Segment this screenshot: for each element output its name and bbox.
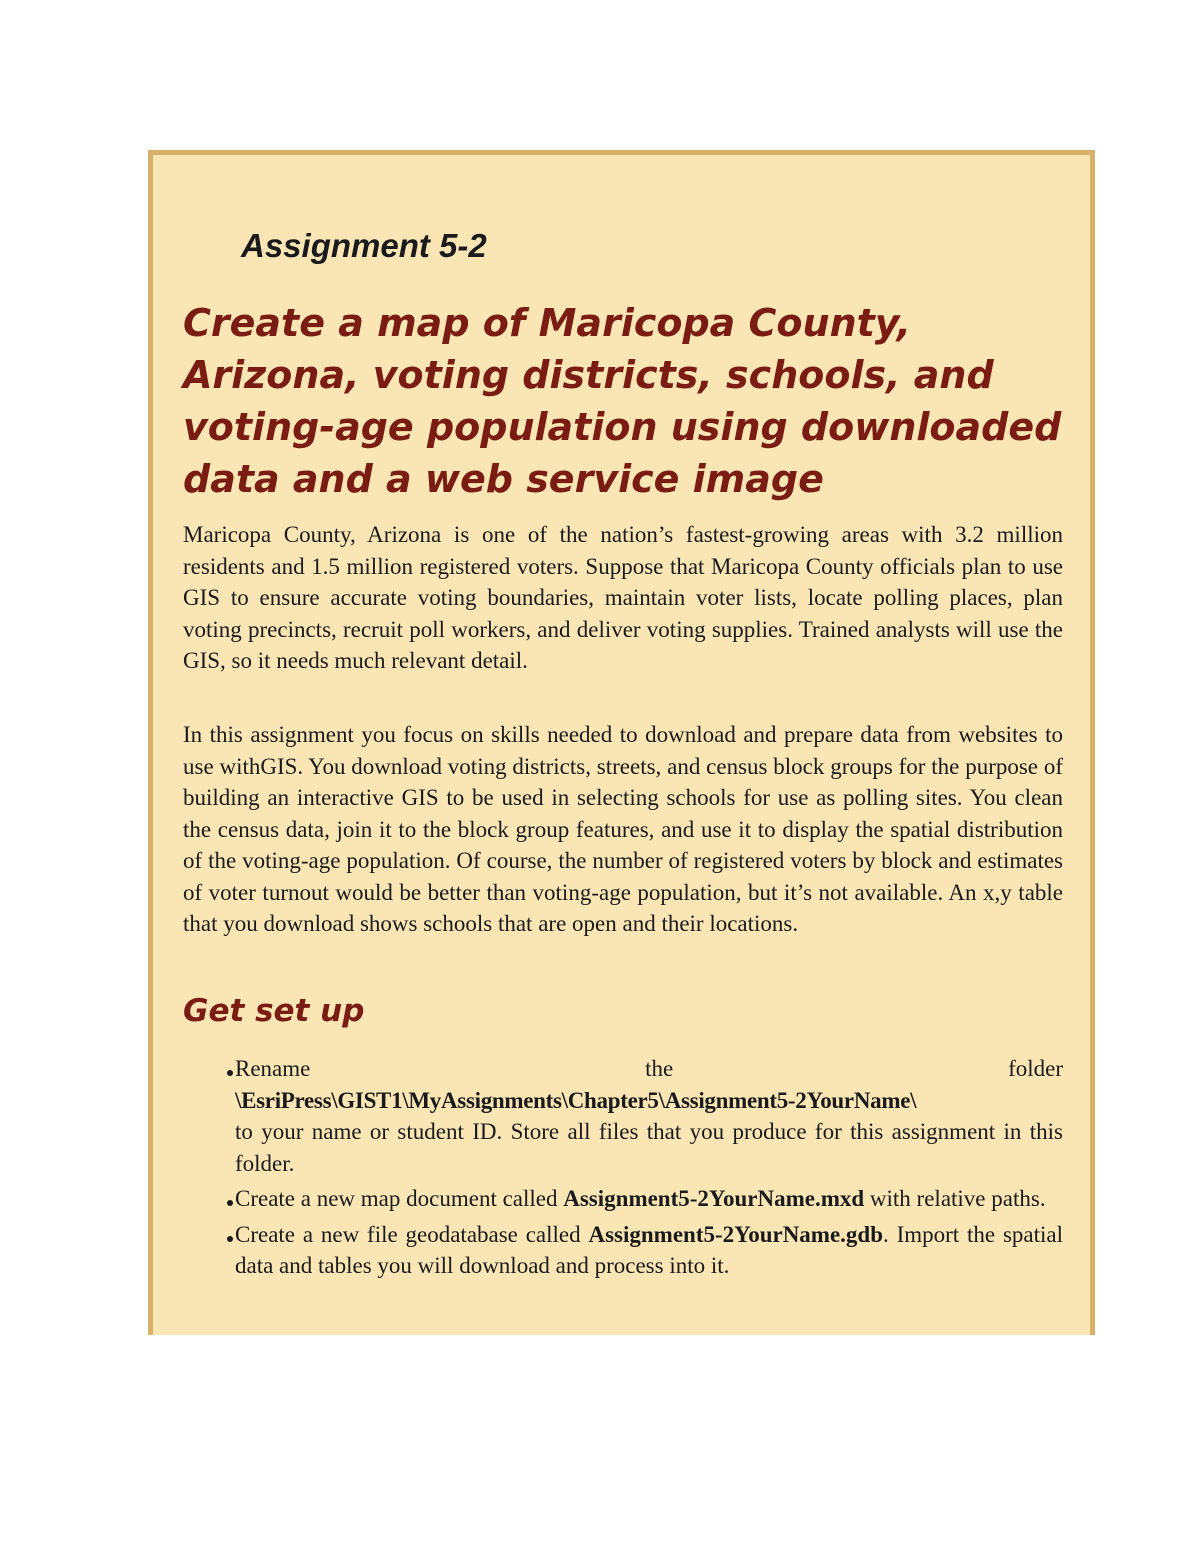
map-doc-text-post: with relative paths.	[864, 1186, 1046, 1211]
assignment-panel	[148, 150, 1095, 1335]
bullet-icon	[227, 1070, 233, 1076]
list-item-create-map-document	[235, 1183, 1063, 1215]
folder-path: \EsriPress\GIST1\MyAssignments\Chapter5\Assignment5-2YourName\	[235, 1087, 917, 1113]
rename-line	[235, 1053, 1063, 1085]
intro-paragraph: Maricopa County, Arizona is one of the nation’s fastest-growing areas with 3.2 million residents and 1.5 million registered voters. Suppose that Maricopa County officials plan to use GIS to ensure accurate voting boundaries, maintain voter lists, locate polling places, plan voting precincts, recruit poll workers, and deliver voting supplies. Trained analysts will use the GIS, so it needs much relevant detail.	[183, 522, 1063, 673]
the-word: the	[645, 1056, 674, 1081]
setup-list	[235, 1053, 1063, 1286]
assignment-paragraph: In this assignment you focus on skills needed to download and prepare data from websites to use withGIS. You download voting districts, streets, and census block groups for the purpose of building an interactive GIS to be used in selecting schools for use as polling sites. You clean the census data, join it to the block group features, and use it to display the spatial distribution of the voting-age population. Of course, the number of registered voters by block and estimates of voter turnout would be better than voting-age population, but it’s not available. An x,y table that you download shows schools that are open and their locations.	[183, 722, 1063, 936]
list-item-create-geodatabase	[235, 1219, 1063, 1282]
folder-word: folder	[1008, 1056, 1063, 1081]
gdb-text-post: . Import the spatial data and tables you will download and process into it.	[235, 1221, 1063, 1278]
map-doc-text-pre: Create a new map document called	[235, 1186, 564, 1211]
rename-instructions: to your name or student ID. Store all files that you produce for this assignment in this folder.	[235, 1119, 1063, 1176]
assignment-title: Create a map of Maricopa County, Arizona, voting districts, schools, and voting-age population using downloaded data and a web service image	[183, 301, 1062, 501]
bullet-icon	[227, 1200, 233, 1206]
rename-word: Rename	[235, 1056, 311, 1081]
gdb-text-pre: Create a new file geodatabase called	[235, 1221, 589, 1247]
bullet-icon	[227, 1236, 233, 1242]
map-doc-filename: Assignment5-2YourName.mxd	[563, 1186, 865, 1211]
gdb-filename: Assignment5-2YourName.gdb	[588, 1221, 884, 1247]
assignment-label: Assignment 5-2	[241, 227, 487, 264]
section-heading-get-set-up: Get set up	[183, 993, 365, 1029]
list-item-rename-folder	[235, 1053, 1063, 1179]
